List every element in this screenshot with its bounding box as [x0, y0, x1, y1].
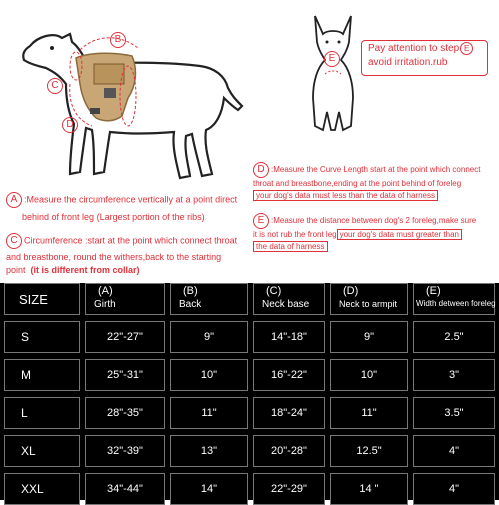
size-cell	[4, 359, 80, 391]
diagram-label-b: B	[110, 32, 126, 48]
cell-value: 9"	[203, 331, 215, 343]
table-cell	[413, 321, 495, 353]
header-letter: (E)	[426, 285, 441, 297]
header-cell	[413, 283, 495, 315]
table-cell	[413, 397, 495, 429]
cell-value: 4"	[448, 483, 460, 495]
cell-value: 11"	[201, 407, 217, 419]
dog-side-illustration	[10, 18, 250, 193]
size-table	[0, 283, 499, 500]
table-cell	[253, 321, 325, 353]
cell-value: 18"-24"	[271, 407, 307, 419]
table-cell	[413, 359, 495, 391]
note-e: E :Measure the distance between dog's 2 foreleg,make sure it is not rub the front leg your dog's data must greater than the data of harness	[253, 215, 477, 251]
note-c: C Circumference :start at the point which connect throat and breastbone, round the withers,back to the starting point (it is different from collar)	[6, 235, 238, 275]
header-cell	[4, 283, 80, 315]
header-cell	[253, 283, 325, 315]
table-cell	[170, 359, 248, 391]
table-cell	[330, 359, 408, 391]
size-label: L	[21, 406, 28, 420]
cell-value: 11"	[361, 407, 377, 419]
size-label: XXL	[21, 482, 44, 496]
header-text: Back	[179, 299, 202, 310]
header-cell	[170, 283, 248, 315]
table-cell	[330, 397, 408, 429]
size-label: S	[21, 330, 30, 344]
cell-value: 12.5"	[356, 445, 382, 457]
diagram-label-c: C	[47, 78, 63, 94]
header-text: Neck to armpit	[339, 299, 398, 309]
table-cell	[170, 397, 248, 429]
table-cell	[85, 397, 165, 429]
cell-value: 22"-27"	[107, 331, 143, 343]
cell-value: 9"	[363, 331, 375, 343]
header-letter: (C)	[266, 285, 282, 297]
callout-text: Pay attention to step E avoid irritation.rub	[368, 42, 475, 70]
cell-value: 3"	[448, 369, 460, 381]
table-cell	[330, 473, 408, 505]
header-text: SIZE	[19, 292, 48, 307]
cell-value: 4"	[448, 445, 460, 457]
cell-value: 28"-35"	[107, 407, 143, 419]
size-cell	[4, 435, 80, 467]
header-letter: (A)	[98, 285, 113, 297]
note-a: A :Measure the circumference vertically at a point direct behind of front leg (Largest portion of the ribs)	[6, 192, 246, 224]
diagram-label-e: E	[324, 51, 340, 67]
cell-value: 2.5"	[444, 331, 464, 343]
table-cell	[330, 321, 408, 353]
cell-value: 20"-28"	[271, 445, 307, 457]
table-cell	[330, 435, 408, 467]
note-d: D :Measure the Curve Length start at the point which connect throat and breastbone,ending at the point behind of foreleg your dog's data must less than the data of harness	[253, 164, 481, 200]
cell-value: 34"-44"	[107, 483, 143, 495]
header-text: Neck base	[262, 299, 310, 310]
header-cell	[330, 283, 408, 315]
table-cell	[85, 359, 165, 391]
header-letter: (D)	[343, 285, 359, 297]
table-cell	[85, 473, 165, 505]
header-cell	[85, 283, 165, 315]
table-cell	[85, 321, 165, 353]
cell-value: 14 "	[359, 483, 379, 495]
cell-value: 16"-22"	[271, 369, 307, 381]
table-cell	[413, 473, 495, 505]
table-cell	[170, 321, 248, 353]
table-cell	[170, 435, 248, 467]
size-cell	[4, 473, 80, 505]
cell-value: 10"	[200, 369, 218, 381]
header-text: Girth	[94, 299, 116, 310]
cell-value: 3.5"	[444, 407, 464, 419]
cell-value: 22"-29"	[271, 483, 307, 495]
header-text: Width detween foreleg	[416, 299, 496, 308]
cell-value: 14"-18"	[271, 331, 307, 343]
table-cell	[253, 435, 325, 467]
cell-value: 25"-31"	[107, 369, 143, 381]
cell-value: 10"	[360, 369, 378, 381]
table-cell	[85, 435, 165, 467]
header-letter: (B)	[183, 285, 198, 297]
cell-value: 14"	[200, 483, 218, 495]
size-label: M	[21, 368, 31, 382]
diagram-label-d: D	[62, 117, 78, 133]
table-cell	[253, 397, 325, 429]
table-cell	[170, 473, 248, 505]
size-label: XL	[21, 444, 36, 458]
table-cell	[253, 359, 325, 391]
size-cell	[4, 397, 80, 429]
cell-value: 32"-39"	[107, 445, 143, 457]
size-cell	[4, 321, 80, 353]
table-cell	[253, 473, 325, 505]
cell-value: 13"	[200, 445, 218, 457]
table-cell	[413, 435, 495, 467]
